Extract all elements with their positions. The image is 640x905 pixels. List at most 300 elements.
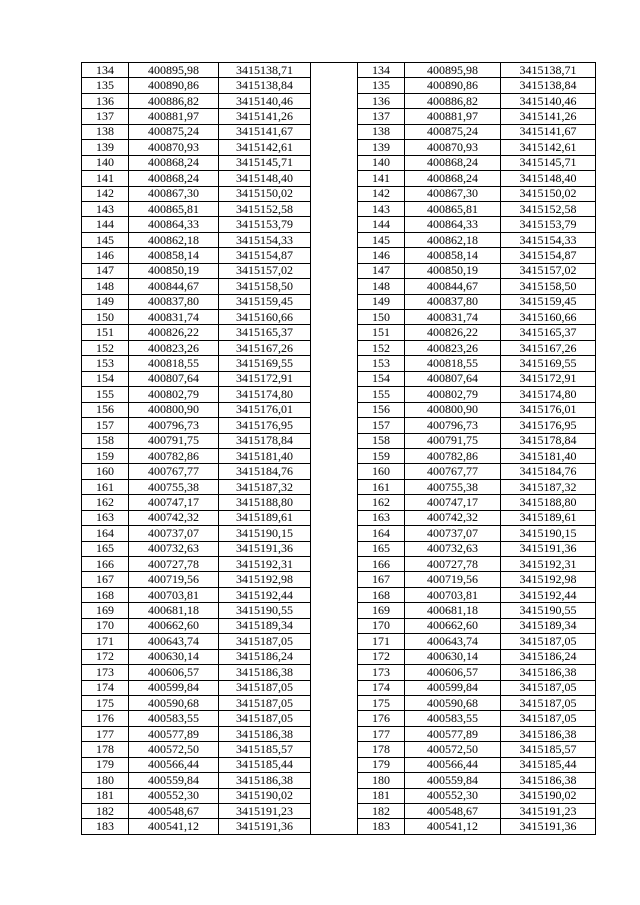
right-y-coordinate-cell: 3415181,40 <box>501 448 596 463</box>
right-y-coordinate-cell: 3415190,02 <box>501 788 596 803</box>
left-point-number-cell: 182 <box>82 804 129 819</box>
right-point-number-cell: 172 <box>358 649 405 664</box>
left-point-number-cell: 179 <box>82 757 129 772</box>
table-row <box>82 63 596 78</box>
right-x-coordinate-cell: 400566,44 <box>405 757 501 772</box>
right-point-number-cell: 135 <box>358 78 405 93</box>
right-y-coordinate-cell: 3415187,05 <box>501 695 596 710</box>
right-y-coordinate-cell: 3415186,24 <box>501 649 596 664</box>
left-y-coordinate-cell: 3415187,32 <box>219 479 311 494</box>
right-y-coordinate-cell: 3415138,84 <box>501 78 596 93</box>
column-gap <box>311 340 358 355</box>
right-x-coordinate-cell: 400868,24 <box>405 155 501 170</box>
table-row <box>82 587 596 602</box>
left-point-number-cell: 134 <box>82 63 129 78</box>
left-x-coordinate-cell: 400870,93 <box>129 140 219 155</box>
right-point-number-cell: 166 <box>358 557 405 572</box>
right-x-coordinate-cell: 400875,24 <box>405 124 501 139</box>
right-point-number-cell: 178 <box>358 742 405 757</box>
right-y-coordinate-cell: 3415189,61 <box>501 510 596 525</box>
left-y-coordinate-cell: 3415176,95 <box>219 418 311 433</box>
left-x-coordinate-cell: 400606,57 <box>129 665 219 680</box>
left-y-coordinate-cell: 3415187,05 <box>219 680 311 695</box>
column-gap <box>311 804 358 819</box>
right-x-coordinate-cell: 400590,68 <box>405 695 501 710</box>
table-row <box>82 618 596 633</box>
left-point-number-cell: 168 <box>82 587 129 602</box>
table-row <box>82 371 596 386</box>
right-point-number-cell: 159 <box>358 448 405 463</box>
left-point-number-cell: 142 <box>82 186 129 201</box>
column-gap <box>311 773 358 788</box>
column-gap <box>311 201 358 216</box>
right-y-coordinate-cell: 3415176,95 <box>501 418 596 433</box>
left-x-coordinate-cell: 400850,19 <box>129 263 219 278</box>
column-gap <box>311 618 358 633</box>
right-point-number-cell: 174 <box>358 680 405 695</box>
column-gap <box>311 665 358 680</box>
right-x-coordinate-cell: 400643,74 <box>405 634 501 649</box>
left-y-coordinate-cell: 3415181,40 <box>219 448 311 463</box>
left-x-coordinate-cell: 400630,14 <box>129 649 219 664</box>
left-y-coordinate-cell: 3415190,02 <box>219 788 311 803</box>
column-gap <box>311 356 358 371</box>
column-gap <box>311 680 358 695</box>
right-point-number-cell: 171 <box>358 634 405 649</box>
right-x-coordinate-cell: 400868,24 <box>405 171 501 186</box>
column-gap <box>311 526 358 541</box>
left-point-number-cell: 164 <box>82 526 129 541</box>
left-point-number-cell: 166 <box>82 557 129 572</box>
left-y-coordinate-cell: 3415190,15 <box>219 526 311 541</box>
column-gap <box>311 124 358 139</box>
left-y-coordinate-cell: 3415185,44 <box>219 757 311 772</box>
right-y-coordinate-cell: 3415141,26 <box>501 109 596 124</box>
left-point-number-cell: 162 <box>82 495 129 510</box>
left-point-number-cell: 146 <box>82 248 129 263</box>
left-x-coordinate-cell: 400868,24 <box>129 155 219 170</box>
left-x-coordinate-cell: 400802,79 <box>129 387 219 402</box>
left-y-coordinate-cell: 3415186,38 <box>219 665 311 680</box>
right-point-number-cell: 169 <box>358 603 405 618</box>
table-row <box>82 495 596 510</box>
right-x-coordinate-cell: 400807,64 <box>405 371 501 386</box>
left-y-coordinate-cell: 3415186,38 <box>219 726 311 741</box>
left-point-number-cell: 173 <box>82 665 129 680</box>
table-row <box>82 603 596 618</box>
table-row <box>82 711 596 726</box>
left-x-coordinate-cell: 400890,86 <box>129 78 219 93</box>
right-point-number-cell: 183 <box>358 819 405 834</box>
left-y-coordinate-cell: 3415154,87 <box>219 248 311 263</box>
table-row <box>82 541 596 556</box>
right-y-coordinate-cell: 3415142,61 <box>501 140 596 155</box>
table-row <box>82 695 596 710</box>
left-y-coordinate-cell: 3415138,71 <box>219 63 311 78</box>
left-x-coordinate-cell: 400844,67 <box>129 279 219 294</box>
right-y-coordinate-cell: 3415140,46 <box>501 93 596 108</box>
left-x-coordinate-cell: 400577,89 <box>129 726 219 741</box>
right-point-number-cell: 146 <box>358 248 405 263</box>
left-x-coordinate-cell: 400566,44 <box>129 757 219 772</box>
right-point-number-cell: 170 <box>358 618 405 633</box>
left-x-coordinate-cell: 400719,56 <box>129 572 219 587</box>
right-point-number-cell: 136 <box>358 93 405 108</box>
right-x-coordinate-cell: 400737,07 <box>405 526 501 541</box>
left-point-number-cell: 175 <box>82 695 129 710</box>
left-y-coordinate-cell: 3415188,80 <box>219 495 311 510</box>
column-gap <box>311 433 358 448</box>
right-x-coordinate-cell: 400886,82 <box>405 93 501 108</box>
right-y-coordinate-cell: 3415158,50 <box>501 279 596 294</box>
right-x-coordinate-cell: 400703,81 <box>405 587 501 602</box>
column-gap <box>311 634 358 649</box>
right-y-coordinate-cell: 3415153,79 <box>501 217 596 232</box>
left-x-coordinate-cell: 400837,80 <box>129 294 219 309</box>
left-point-number-cell: 171 <box>82 634 129 649</box>
table-row <box>82 171 596 186</box>
left-y-coordinate-cell: 3415140,46 <box>219 93 311 108</box>
right-x-coordinate-cell: 400818,55 <box>405 356 501 371</box>
column-gap <box>311 649 358 664</box>
column-gap <box>311 448 358 463</box>
table-row <box>82 680 596 695</box>
left-point-number-cell: 178 <box>82 742 129 757</box>
table-row <box>82 93 596 108</box>
left-x-coordinate-cell: 400548,67 <box>129 804 219 819</box>
right-y-coordinate-cell: 3415186,38 <box>501 665 596 680</box>
left-y-coordinate-cell: 3415145,71 <box>219 155 311 170</box>
left-point-number-cell: 158 <box>82 433 129 448</box>
left-point-number-cell: 151 <box>82 325 129 340</box>
table-row <box>82 78 596 93</box>
left-y-coordinate-cell: 3415158,50 <box>219 279 311 294</box>
table-row <box>82 140 596 155</box>
left-point-number-cell: 141 <box>82 171 129 186</box>
right-y-coordinate-cell: 3415184,76 <box>501 464 596 479</box>
right-point-number-cell: 145 <box>358 232 405 247</box>
right-y-coordinate-cell: 3415192,31 <box>501 557 596 572</box>
column-gap <box>311 757 358 772</box>
right-point-number-cell: 180 <box>358 773 405 788</box>
right-y-coordinate-cell: 3415176,01 <box>501 402 596 417</box>
left-y-coordinate-cell: 3415189,61 <box>219 510 311 525</box>
column-gap <box>311 603 358 618</box>
right-y-coordinate-cell: 3415141,67 <box>501 124 596 139</box>
right-y-coordinate-cell: 3415187,05 <box>501 680 596 695</box>
table-row <box>82 217 596 232</box>
left-x-coordinate-cell: 400823,26 <box>129 340 219 355</box>
right-y-coordinate-cell: 3415185,57 <box>501 742 596 757</box>
coordinates-table <box>81 62 596 835</box>
left-x-coordinate-cell: 400732,63 <box>129 541 219 556</box>
right-y-coordinate-cell: 3415150,02 <box>501 186 596 201</box>
right-point-number-cell: 139 <box>358 140 405 155</box>
left-x-coordinate-cell: 400826,22 <box>129 325 219 340</box>
left-y-coordinate-cell: 3415192,44 <box>219 587 311 602</box>
column-gap <box>311 479 358 494</box>
table-row <box>82 665 596 680</box>
right-x-coordinate-cell: 400583,55 <box>405 711 501 726</box>
right-x-coordinate-cell: 400662,60 <box>405 618 501 633</box>
left-point-number-cell: 149 <box>82 294 129 309</box>
right-y-coordinate-cell: 3415191,36 <box>501 819 596 834</box>
right-y-coordinate-cell: 3415187,05 <box>501 634 596 649</box>
table-row <box>82 124 596 139</box>
right-point-number-cell: 141 <box>358 171 405 186</box>
left-point-number-cell: 169 <box>82 603 129 618</box>
table-row <box>82 433 596 448</box>
right-point-number-cell: 158 <box>358 433 405 448</box>
right-point-number-cell: 147 <box>358 263 405 278</box>
left-point-number-cell: 136 <box>82 93 129 108</box>
left-x-coordinate-cell: 400590,68 <box>129 695 219 710</box>
right-y-coordinate-cell: 3415188,80 <box>501 495 596 510</box>
column-gap <box>311 495 358 510</box>
left-y-coordinate-cell: 3415192,31 <box>219 557 311 572</box>
right-y-coordinate-cell: 3415159,45 <box>501 294 596 309</box>
table-row <box>82 649 596 664</box>
right-x-coordinate-cell: 400862,18 <box>405 232 501 247</box>
left-y-coordinate-cell: 3415187,05 <box>219 695 311 710</box>
right-point-number-cell: 149 <box>358 294 405 309</box>
right-x-coordinate-cell: 400844,67 <box>405 279 501 294</box>
right-point-number-cell: 138 <box>358 124 405 139</box>
left-point-number-cell: 154 <box>82 371 129 386</box>
column-gap <box>311 263 358 278</box>
left-point-number-cell: 153 <box>82 356 129 371</box>
table-row <box>82 109 596 124</box>
left-x-coordinate-cell: 400800,90 <box>129 402 219 417</box>
right-y-coordinate-cell: 3415167,26 <box>501 340 596 355</box>
left-x-coordinate-cell: 400886,82 <box>129 93 219 108</box>
right-y-coordinate-cell: 3415191,23 <box>501 804 596 819</box>
right-point-number-cell: 142 <box>358 186 405 201</box>
right-point-number-cell: 155 <box>358 387 405 402</box>
left-x-coordinate-cell: 400703,81 <box>129 587 219 602</box>
left-x-coordinate-cell: 400643,74 <box>129 634 219 649</box>
right-x-coordinate-cell: 400881,97 <box>405 109 501 124</box>
right-x-coordinate-cell: 400858,14 <box>405 248 501 263</box>
left-point-number-cell: 135 <box>82 78 129 93</box>
column-gap <box>311 742 358 757</box>
column-gap <box>311 78 358 93</box>
table-row <box>82 186 596 201</box>
left-x-coordinate-cell: 400767,77 <box>129 464 219 479</box>
right-point-number-cell: 152 <box>358 340 405 355</box>
left-y-coordinate-cell: 3415167,26 <box>219 340 311 355</box>
right-point-number-cell: 154 <box>358 371 405 386</box>
left-y-coordinate-cell: 3415189,34 <box>219 618 311 633</box>
right-point-number-cell: 175 <box>358 695 405 710</box>
left-x-coordinate-cell: 400864,33 <box>129 217 219 232</box>
left-point-number-cell: 183 <box>82 819 129 834</box>
right-point-number-cell: 157 <box>358 418 405 433</box>
table-row <box>82 634 596 649</box>
left-x-coordinate-cell: 400747,17 <box>129 495 219 510</box>
column-gap <box>311 294 358 309</box>
column-gap <box>311 248 358 263</box>
right-x-coordinate-cell: 400864,33 <box>405 217 501 232</box>
column-gap <box>311 711 358 726</box>
left-x-coordinate-cell: 400858,14 <box>129 248 219 263</box>
left-x-coordinate-cell: 400895,98 <box>129 63 219 78</box>
column-gap <box>311 587 358 602</box>
right-point-number-cell: 151 <box>358 325 405 340</box>
right-point-number-cell: 173 <box>358 665 405 680</box>
right-point-number-cell: 144 <box>358 217 405 232</box>
right-point-number-cell: 160 <box>358 464 405 479</box>
table-row <box>82 464 596 479</box>
left-y-coordinate-cell: 3415187,05 <box>219 634 311 649</box>
left-y-coordinate-cell: 3415186,38 <box>219 773 311 788</box>
right-x-coordinate-cell: 400681,18 <box>405 603 501 618</box>
right-y-coordinate-cell: 3415148,40 <box>501 171 596 186</box>
column-gap <box>311 93 358 108</box>
column-gap <box>311 217 358 232</box>
left-x-coordinate-cell: 400583,55 <box>129 711 219 726</box>
table-row <box>82 757 596 772</box>
right-point-number-cell: 182 <box>358 804 405 819</box>
column-gap <box>311 325 358 340</box>
right-y-coordinate-cell: 3415169,55 <box>501 356 596 371</box>
left-x-coordinate-cell: 400541,12 <box>129 819 219 834</box>
table-row <box>82 279 596 294</box>
right-x-coordinate-cell: 400742,32 <box>405 510 501 525</box>
left-x-coordinate-cell: 400782,86 <box>129 448 219 463</box>
right-point-number-cell: 162 <box>358 495 405 510</box>
left-y-coordinate-cell: 3415154,33 <box>219 232 311 247</box>
left-y-coordinate-cell: 3415141,26 <box>219 109 311 124</box>
table-row <box>82 418 596 433</box>
left-y-coordinate-cell: 3415165,37 <box>219 325 311 340</box>
left-x-coordinate-cell: 400865,81 <box>129 201 219 216</box>
right-x-coordinate-cell: 400552,30 <box>405 788 501 803</box>
right-point-number-cell: 161 <box>358 479 405 494</box>
right-x-coordinate-cell: 400791,75 <box>405 433 501 448</box>
left-point-number-cell: 150 <box>82 310 129 325</box>
right-y-coordinate-cell: 3415186,38 <box>501 726 596 741</box>
left-point-number-cell: 138 <box>82 124 129 139</box>
right-y-coordinate-cell: 3415138,71 <box>501 63 596 78</box>
column-gap <box>311 541 358 556</box>
right-y-coordinate-cell: 3415154,33 <box>501 232 596 247</box>
table-row <box>82 356 596 371</box>
left-x-coordinate-cell: 400807,64 <box>129 371 219 386</box>
right-x-coordinate-cell: 400867,30 <box>405 186 501 201</box>
column-gap <box>311 788 358 803</box>
right-y-coordinate-cell: 3415192,44 <box>501 587 596 602</box>
left-point-number-cell: 139 <box>82 140 129 155</box>
left-point-number-cell: 147 <box>82 263 129 278</box>
left-point-number-cell: 152 <box>82 340 129 355</box>
column-gap <box>311 418 358 433</box>
left-point-number-cell: 145 <box>82 232 129 247</box>
table-row <box>82 773 596 788</box>
left-point-number-cell: 165 <box>82 541 129 556</box>
left-y-coordinate-cell: 3415191,36 <box>219 819 311 834</box>
left-x-coordinate-cell: 400755,38 <box>129 479 219 494</box>
left-x-coordinate-cell: 400727,78 <box>129 557 219 572</box>
left-y-coordinate-cell: 3415152,58 <box>219 201 311 216</box>
column-gap <box>311 464 358 479</box>
left-point-number-cell: 159 <box>82 448 129 463</box>
left-x-coordinate-cell: 400791,75 <box>129 433 219 448</box>
right-x-coordinate-cell: 400870,93 <box>405 140 501 155</box>
right-point-number-cell: 176 <box>358 711 405 726</box>
right-y-coordinate-cell: 3415152,58 <box>501 201 596 216</box>
left-x-coordinate-cell: 400599,84 <box>129 680 219 695</box>
table-row <box>82 155 596 170</box>
right-point-number-cell: 143 <box>358 201 405 216</box>
right-y-coordinate-cell: 3415178,84 <box>501 433 596 448</box>
left-x-coordinate-cell: 400559,84 <box>129 773 219 788</box>
right-x-coordinate-cell: 400800,90 <box>405 402 501 417</box>
right-x-coordinate-cell: 400599,84 <box>405 680 501 695</box>
column-gap <box>311 572 358 587</box>
right-y-coordinate-cell: 3415190,15 <box>501 526 596 541</box>
right-point-number-cell: 156 <box>358 402 405 417</box>
column-gap <box>311 279 358 294</box>
right-x-coordinate-cell: 400850,19 <box>405 263 501 278</box>
left-y-coordinate-cell: 3415191,23 <box>219 804 311 819</box>
right-point-number-cell: 134 <box>358 63 405 78</box>
right-point-number-cell: 167 <box>358 572 405 587</box>
right-y-coordinate-cell: 3415160,66 <box>501 310 596 325</box>
left-x-coordinate-cell: 400662,60 <box>129 618 219 633</box>
left-y-coordinate-cell: 3415138,84 <box>219 78 311 93</box>
right-y-coordinate-cell: 3415157,02 <box>501 263 596 278</box>
column-gap <box>311 310 358 325</box>
table-row <box>82 340 596 355</box>
column-gap <box>311 109 358 124</box>
table-row <box>82 526 596 541</box>
right-y-coordinate-cell: 3415190,55 <box>501 603 596 618</box>
table-row <box>82 557 596 572</box>
column-gap <box>311 557 358 572</box>
column-gap <box>311 63 358 78</box>
right-x-coordinate-cell: 400559,84 <box>405 773 501 788</box>
right-point-number-cell: 163 <box>358 510 405 525</box>
left-point-number-cell: 172 <box>82 649 129 664</box>
left-y-coordinate-cell: 3415160,66 <box>219 310 311 325</box>
left-point-number-cell: 181 <box>82 788 129 803</box>
column-gap <box>311 387 358 402</box>
left-y-coordinate-cell: 3415185,57 <box>219 742 311 757</box>
right-x-coordinate-cell: 400548,67 <box>405 804 501 819</box>
right-point-number-cell: 164 <box>358 526 405 541</box>
table-row <box>82 479 596 494</box>
left-point-number-cell: 177 <box>82 726 129 741</box>
right-x-coordinate-cell: 400865,81 <box>405 201 501 216</box>
table-row <box>82 742 596 757</box>
right-x-coordinate-cell: 400796,73 <box>405 418 501 433</box>
column-gap <box>311 695 358 710</box>
left-y-coordinate-cell: 3415153,79 <box>219 217 311 232</box>
left-y-coordinate-cell: 3415169,55 <box>219 356 311 371</box>
left-point-number-cell: 144 <box>82 217 129 232</box>
right-x-coordinate-cell: 400747,17 <box>405 495 501 510</box>
right-y-coordinate-cell: 3415145,71 <box>501 155 596 170</box>
left-y-coordinate-cell: 3415186,24 <box>219 649 311 664</box>
left-x-coordinate-cell: 400552,30 <box>129 788 219 803</box>
left-point-number-cell: 174 <box>82 680 129 695</box>
right-point-number-cell: 150 <box>358 310 405 325</box>
right-y-coordinate-cell: 3415186,38 <box>501 773 596 788</box>
right-x-coordinate-cell: 400727,78 <box>405 557 501 572</box>
table-row <box>82 263 596 278</box>
column-gap <box>311 819 358 834</box>
